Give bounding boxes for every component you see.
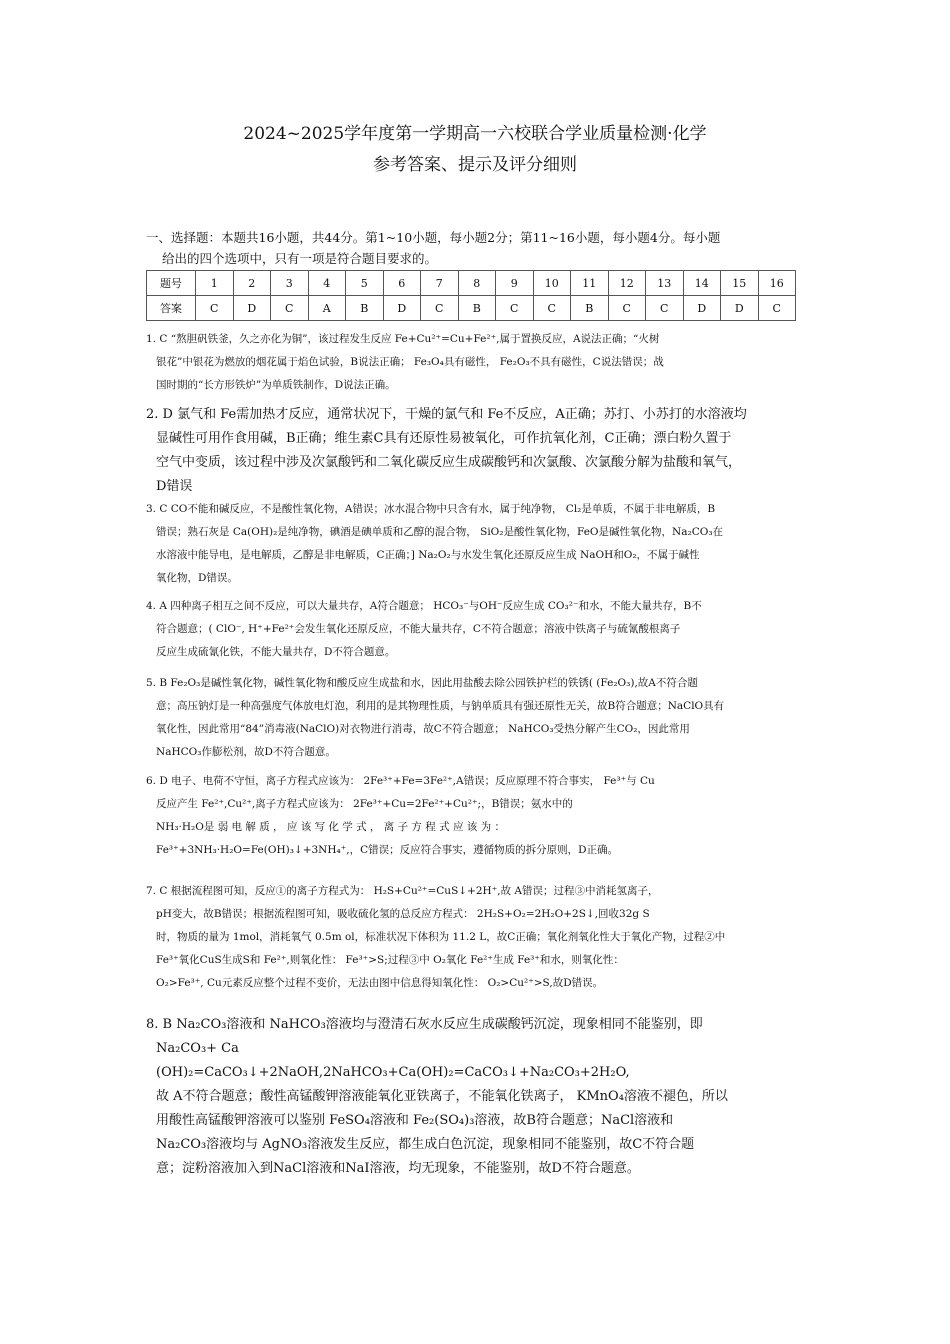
answer-cell: D: [383, 296, 421, 321]
question-number-cell: 13: [646, 271, 684, 296]
explanation-line: 符合题意；( ClO⁻, H⁺+Fe²⁺会发生氧化还原反应，不能大量共存，C不符合题意；溶液中铁离子与硫氰酸根离子: [156, 623, 681, 635]
answer-table-answer-row: [147, 296, 796, 321]
explanation-6: [146, 770, 810, 862]
question-number-cell: 9: [496, 271, 534, 296]
question-number-cell: 10: [533, 271, 571, 296]
explanation-line: 8. B Na₂CO₃溶液和 NaHCO₃溶液均与澄清石灰水反应生成碳酸钙沉淀，现象相同不能鉴别，即: [146, 1017, 703, 1032]
answer-cell: D: [683, 296, 721, 321]
explanation-line: Na₂CO₃+ Ca: [156, 1041, 239, 1056]
explanation-8: [146, 1013, 810, 1181]
explanation-line: (OH)₂=CaCO₃↓+2NaOH,2NaHCO₃+Ca(OH)₂=CaCO₃↓+Na₂CO₃+2H₂O,: [156, 1065, 630, 1080]
answer-cell: C: [271, 296, 309, 321]
explanation-line: 3. C CO不能和碱反应，不是酸性氧化物，A错误；冰水混合物中只含有水，属于纯净物， Cl₂是单质，不属于非电解质，B: [146, 503, 716, 515]
question-number-cell: 12: [608, 271, 646, 296]
explanation-line: Fe³⁺氧化CuS生成S和 Fe²⁺,则氧化性： Fe³⁺>S;过程③中 O₂氧化 Fe²⁺生成 Fe³⁺和水，则氧化性：: [156, 954, 624, 966]
answer-cell: B: [346, 296, 384, 321]
explanation-line: 氧化性，因此常用“84”消毒液(NaClO)对衣物进行消毒，故C不符合题意； NaHCO₃受热分解产生CO₂，因此常用: [156, 723, 690, 735]
explanation-line: 空气中变质，该过程中涉及次氯酸钙和二氧化碳反应生成碳酸钙和次氯酸、次氯酸分解为盐酸和氧气，: [156, 455, 742, 470]
explanation-line: 6. D 电子、电荷不守恒，离子方程式应该为： 2Fe³⁺+Fe=3Fe²⁺,A错误；反应原理不符合事实， Fe³⁺与 Cu: [146, 775, 655, 787]
explanation-line: 用酸性高锰酸钾溶液可以鉴别 FeSO₄溶液和 Fe₂(SO₄)₃溶液，故B符合题意；NaCl溶液和: [156, 1113, 674, 1128]
explanation-line: 故 A不符合题意；酸性高锰酸钾溶液能氧化亚铁离子，不能氧化铁离子， KMnO₄溶液不褪色，所以: [156, 1089, 728, 1104]
answer-label-cell: 答案: [147, 296, 196, 321]
answer-cell: B: [458, 296, 496, 321]
answer-cell: D: [233, 296, 271, 321]
answer-cell: B: [571, 296, 609, 321]
question-number-cell: 11: [571, 271, 609, 296]
header-label-cell: 题号: [147, 271, 196, 296]
explanation-line: 2. D 氯气和 Fe需加热才反应，通常状况下，干燥的氯气和 Fe不反应，A正确；苏打、小苏打的水溶液均: [146, 407, 747, 422]
explanation-line: 意；淀粉溶液加入到NaCl溶液和NaI溶液，均无现象，不能鉴别，故D不符合题意。: [156, 1161, 640, 1176]
intro-line-1: 一、选择题：本题共16小题，共44分。第1~10小题，每小题2分；第11~16小题，每小题4分。每小题: [146, 230, 721, 245]
explanation-5: [146, 672, 810, 764]
explanation-line: 1. C “熬胆矾铁釜，久之亦化为铜”，该过程发生反应 Fe+Cu²⁺=Cu+Fe²⁺,属于置换反应，A说法正确；“火树: [146, 333, 660, 345]
explanation-line: 银花”中银花为燃放的烟花属于焰色试验，B说法正确； Fe₃O₄具有磁性， Fe₂O₃不具有磁性，C说法错误；战: [156, 356, 664, 368]
answer-cell: C: [421, 296, 459, 321]
answer-cell: C: [196, 296, 234, 321]
question-number-cell: 3: [271, 271, 309, 296]
explanation-line: 反应产生 Fe²⁺,Cu²⁺,离子方程式应该为： 2Fe³⁺+Cu=2Fe²⁺+Cu²⁺;，B错误；氨水中的: [156, 798, 573, 810]
explanation-line: NaHCO₃作膨松剂，故D不符合题意。: [156, 746, 336, 758]
answer-cell: D: [721, 296, 759, 321]
question-number-cell: 8: [458, 271, 496, 296]
explanation-line: Fe³⁺+3NH₃·H₂O=Fe(OH)₃↓+3NH₄⁺,，C错误；反应符合事实，遵循物质的拆分原则，D正确。: [156, 844, 619, 856]
explanation-4: [146, 595, 810, 664]
explanation-3: [146, 498, 810, 590]
question-number-cell: 1: [196, 271, 234, 296]
explanation-line: D错误: [156, 479, 193, 494]
explanation-line: 水溶液中能导电，是电解质，乙醇是非电解质，C正确；] Na₂O₂与水发生氧化还原反应生成 NaOH和O₂，不属于碱性: [156, 549, 700, 561]
answer-cell: A: [308, 296, 346, 321]
question-number-cell: 15: [721, 271, 759, 296]
question-number-cell: 2: [233, 271, 271, 296]
answer-table-header-row: [147, 271, 796, 296]
explanation-line: 时，物质的量为 1mol，消耗氧气 0.5m ol，标准状况下体积为 11.2 L，故C正确；氧化剂氧化性大于氧化产物，过程②中: [156, 931, 726, 943]
section-intro: [146, 226, 808, 271]
question-number-cell: 14: [683, 271, 721, 296]
explanation-line: 4. A 四种离子相互之间不反应，可以大量共存，A符合题意； HCO₃⁻与OH⁻反应生成 CO₃²⁻和水，不能大量共存，B不: [146, 600, 702, 612]
answer-table: [146, 270, 796, 321]
explanation-7: [146, 880, 810, 995]
explanation-line: 5. B Fe₂O₃是碱性氧化物，碱性氧化物和酸反应生成盐和水，因此用盐酸去除公园铁护栏的铁锈( (Fe₂O₃),故A不符合题: [146, 677, 698, 689]
explanation-line: 意；高压钠灯是一种高强度气体放电灯泡，利用的是其物理性质，与钠单质具有强还原性无关，故B符合题意；NaClO具有: [156, 700, 725, 712]
document-title: 2024~2025学年度第一学期高一六校联合学业质量检测·化学: [243, 124, 707, 144]
answer-cell: C: [608, 296, 646, 321]
intro-line-2: 给出的四个选项中，只有一项是符合题目要求的。: [162, 251, 438, 266]
question-number-cell: 7: [421, 271, 459, 296]
answer-cell: C: [533, 296, 571, 321]
answer-cell: C: [496, 296, 534, 321]
explanation-line: Na₂CO₃溶液均与 AgNO₃溶液发生反应，都生成白色沉淀，现象相同不能鉴别，故C不符合题: [156, 1137, 695, 1152]
explanation-line: pH变大，故B错误；根据流程图可知，吸收硫化氢的总反应方程式： 2H₂S+O₂=2H₂O+2S↓,回收32g S: [156, 908, 650, 920]
explanation-1: [146, 328, 810, 397]
explanation-line: 显碱性可用作食用碱，B正确；维生素C具有还原性易被氧化，可作抗氧化剂，C正确；漂白粉久置于: [156, 431, 732, 446]
question-number-cell: 6: [383, 271, 421, 296]
answer-cell: C: [758, 296, 796, 321]
answer-cell: C: [646, 296, 684, 321]
explanation-line: O₂>Fe³⁺, Cu元素反应整个过程不变价，无法由图中信息得知氧化性： O₂>Cu²⁺>S,故D错误。: [156, 977, 604, 989]
document-subtitle: 参考答案、提示及评分细则: [373, 155, 577, 175]
explanation-line: 错误；熟石灰是 Ca(OH)₂是纯净物，碘酒是碘单质和乙醇的混合物， SiO₂是酸性氧化物，FeO是碱性氧化物，Na₂CO₃在: [156, 526, 724, 538]
question-number-cell: 5: [346, 271, 384, 296]
explanation-line: 7. C 根据流程图可知，反应①的离子方程式为： H₂S+Cu²⁺=CuS↓+2H⁺,故 A错误；过程③中消耗氢离子，: [146, 885, 659, 897]
explanation-line: NH₃·H₂O是 弱 电 解 质 ， 应 该 写 化 学 式 ， 离 子 方 程 式 应 该 为 ：: [156, 821, 505, 833]
question-number-cell: 4: [308, 271, 346, 296]
explanation-2: [146, 403, 810, 499]
explanation-line: 国时期的“长方形铁炉”为单质铁制作，D说法正确。: [156, 379, 396, 391]
explanation-line: 反应生成硫氰化铁，不能大量共存，D不符合题意。: [156, 646, 396, 658]
explanation-line: 氧化物，D错误。: [156, 572, 238, 584]
question-number-cell: 16: [758, 271, 796, 296]
